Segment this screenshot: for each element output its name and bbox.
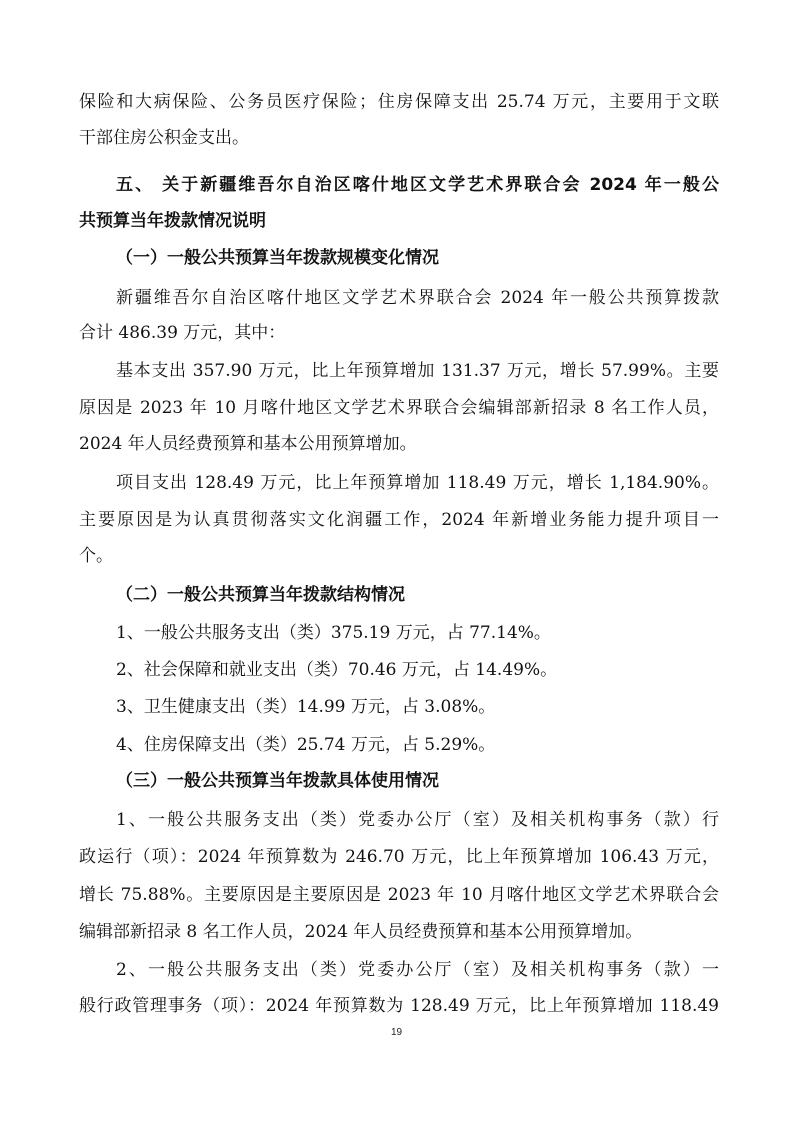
section-heading: 五、 关于新疆维吾尔自治区喀什地区文学艺术界联合会 2024 年一般公	[116, 175, 719, 195]
subsection-heading: （三）一般公共预算当年拨款具体使用情况	[116, 771, 439, 791]
subsection-heading: （二）一般公共预算当年拨款结构情况	[116, 585, 405, 605]
body-text-line: 编辑部新招录 8 名工作人员，2024 年人员经费预算和基本公用预算增加。	[79, 922, 643, 942]
body-text-line: 政运行（项）：2024 年预算数为 246.70 万元，比上年预算增加 106.43 万元，	[79, 847, 719, 867]
body-text-line: 合计 486.39 万元，其中：	[79, 323, 286, 343]
body-text-line: 1、一般公共服务支出（类）党委办公厅（室）及相关机构事务（款）行	[116, 810, 719, 830]
list-item: 4、住房保障支出（类）25.74 万元，占 5.29%。	[116, 735, 496, 755]
list-item: 2、社会保障和就业支出（类）70.46 万元，占 14.49%。	[116, 660, 558, 680]
body-text-line: 个。	[79, 546, 113, 566]
body-text-line: 干部住房公积金支出。	[79, 128, 249, 148]
list-item: 3、卫生健康支出（类）14.99 万元，占 3.08%。	[116, 697, 496, 717]
body-text-line: 般行政管理事务（项）：2024 年预算数为 128.49 万元，比上年预算增加 118.49	[79, 996, 719, 1016]
list-item: 1、一般公共服务支出（类）375.19 万元，占 77.14%。	[116, 623, 551, 643]
page-number: 19	[390, 1027, 403, 1038]
section-heading: 共预算当年拨款情况说明	[79, 211, 266, 231]
body-text-line: 保险和大病保险、公务员医疗保险；住房保障支出 25.74 万元，主要用于文联	[79, 92, 719, 112]
body-text-line: 新疆维吾尔自治区喀什地区文学艺术界联合会 2024 年一般公共预算拨款	[116, 288, 719, 308]
body-text-line: 2、一般公共服务支出（类）党委办公厅（室）及相关机构事务（款）一	[116, 960, 719, 980]
body-text-line: 项目支出 128.49 万元，比上年预算增加 118.49 万元，增长 1,184.90%。	[116, 473, 719, 493]
body-text-line: 增长 75.88%。主要原因是主要原因是 2023 年 10 月喀什地区文学艺术界联合会	[79, 885, 719, 905]
subsection-heading: （一）一般公共预算当年拨款规模变化情况	[116, 248, 439, 268]
body-text-line: 基本支出 357.90 万元，比上年预算增加 131.37 万元，增长 57.99%。主要	[116, 361, 719, 381]
body-text-line: 2024 年人员经费预算和基本公用预算增加。	[79, 434, 417, 454]
body-text-line: 原因是 2023 年 10 月喀什地区文学艺术界联合会编辑部新招录 8 名工作人员，	[79, 398, 719, 418]
body-text-line: 主要原因是为认真贯彻落实文化润疆工作，2024 年新增业务能力提升项目一	[79, 510, 719, 530]
